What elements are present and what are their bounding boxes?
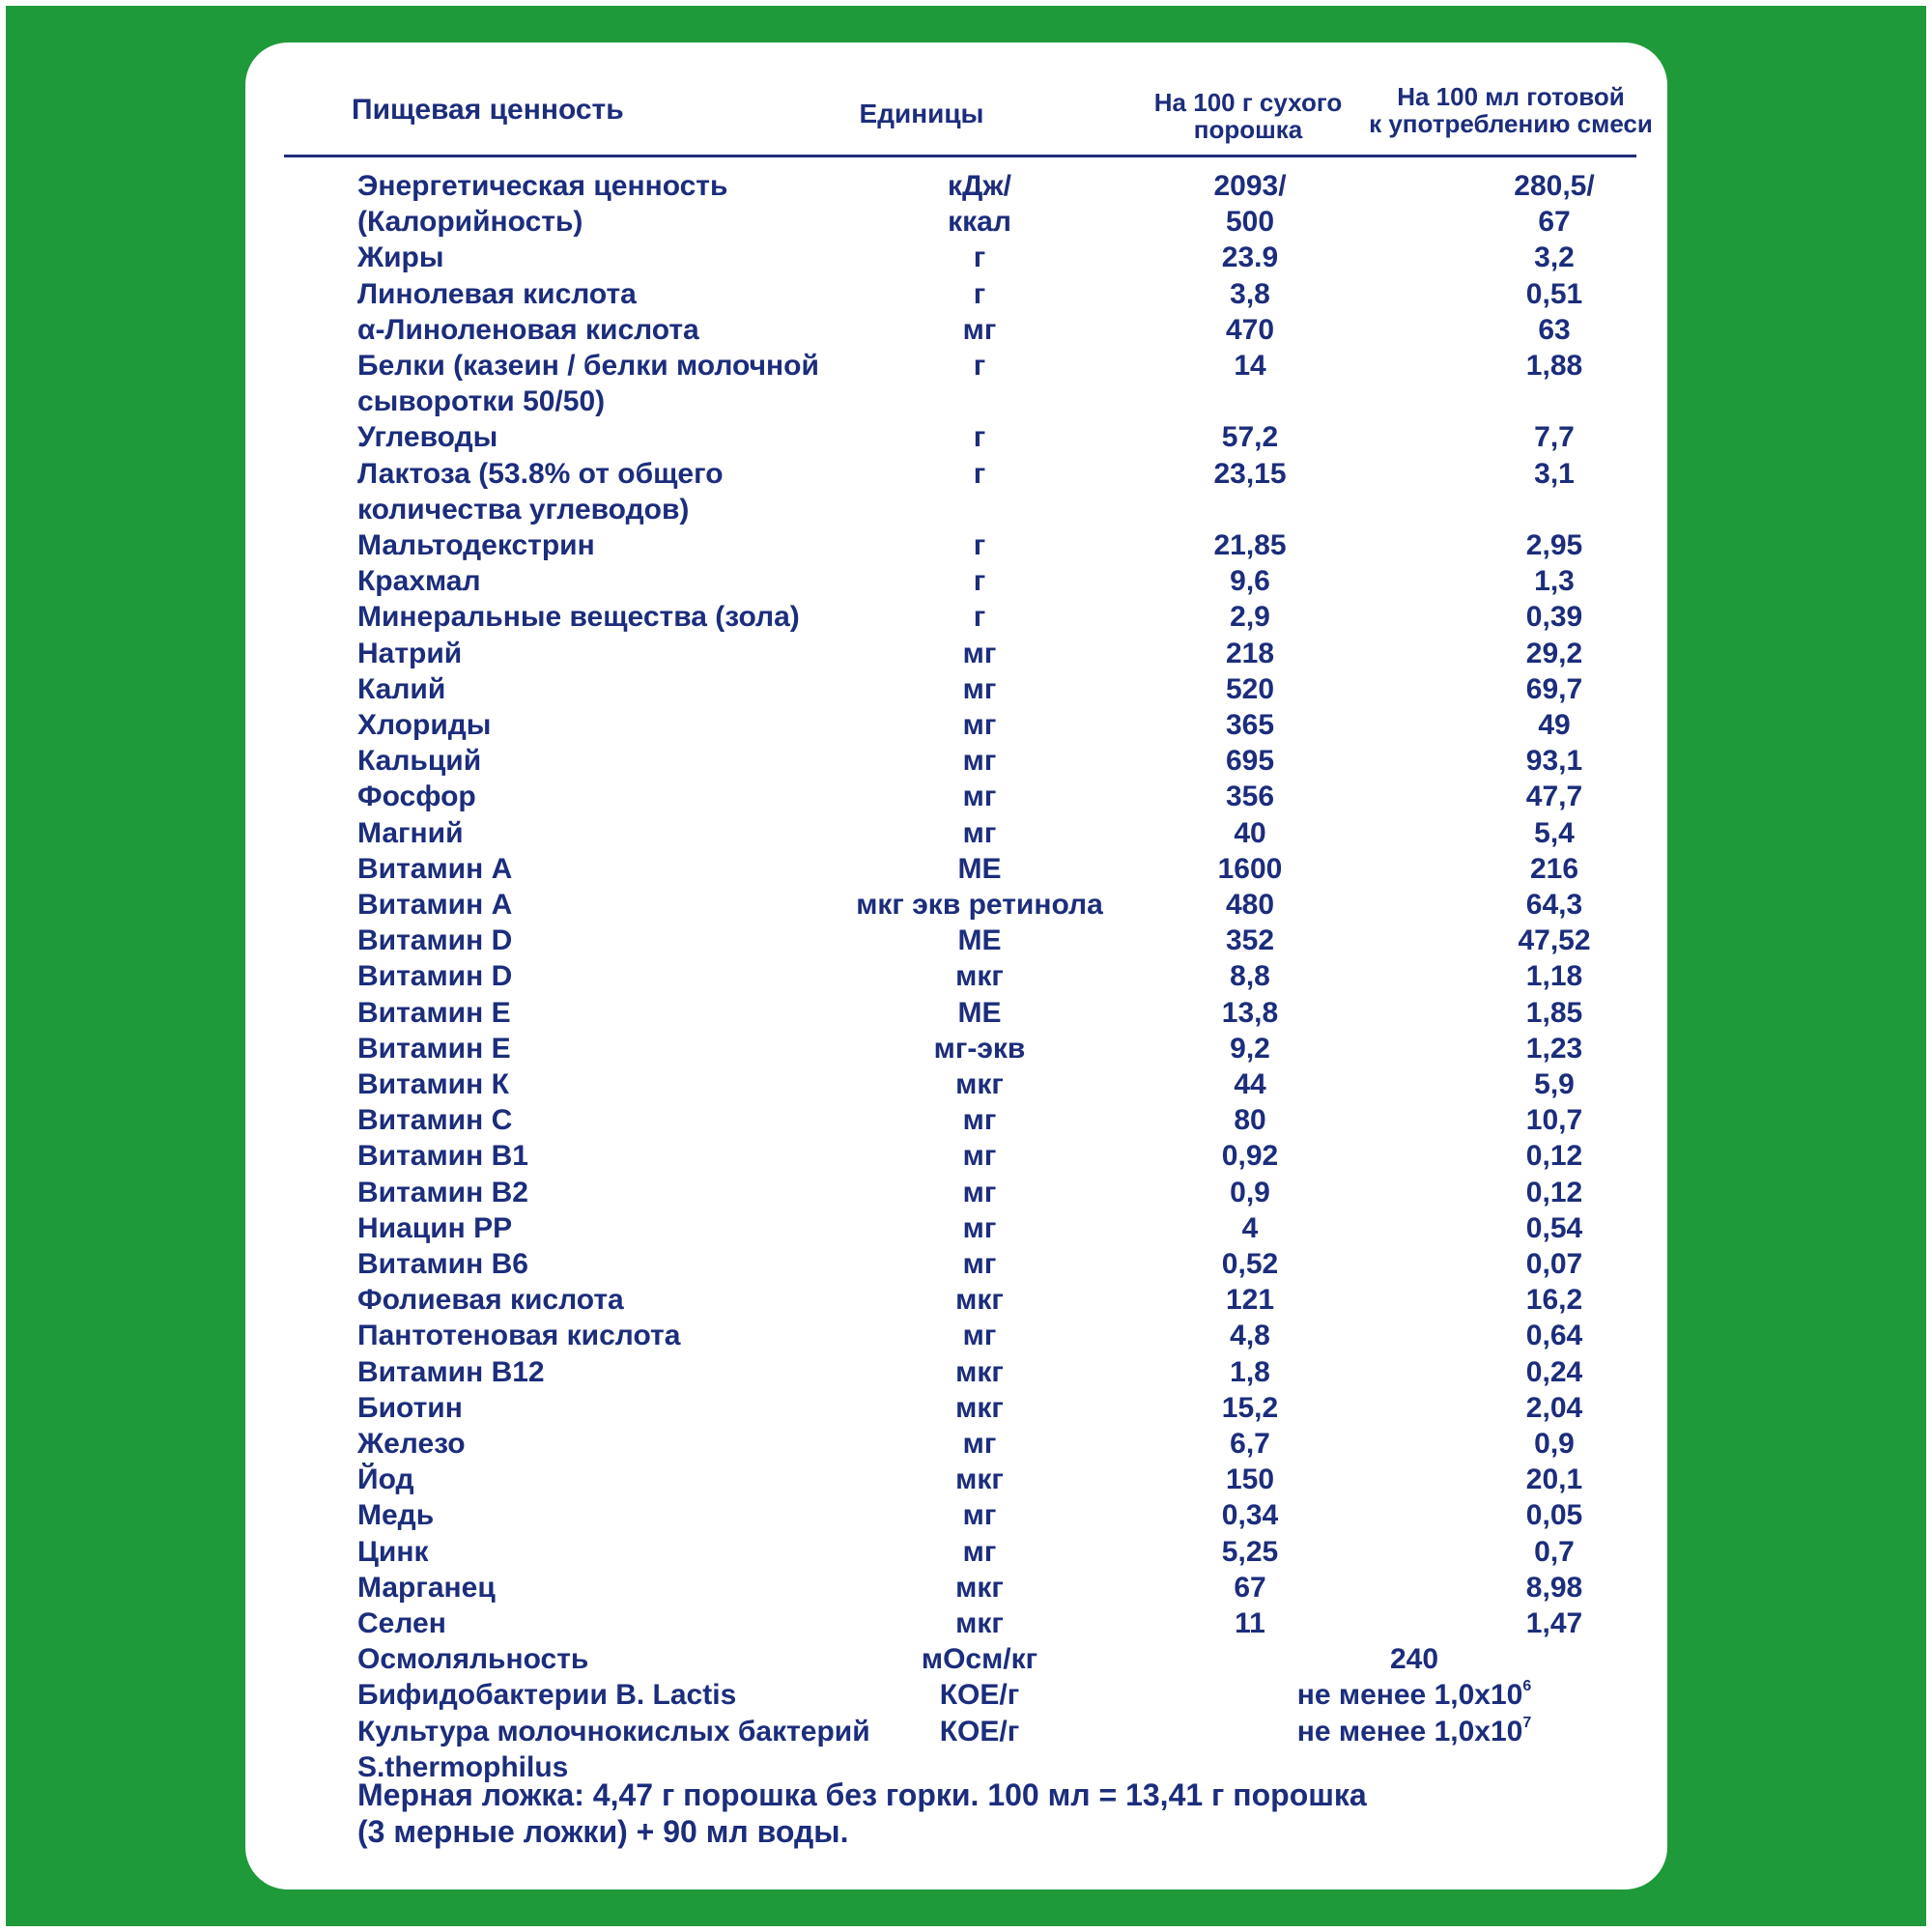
nutrient-unit: г (973, 565, 986, 598)
nutrient-name: Витамин В6 (357, 1248, 528, 1280)
value-per-100g-powder: 4,8 (1230, 1320, 1270, 1352)
table-row (245, 204, 1667, 240)
table-row (245, 1354, 1667, 1390)
nutrient-name: Железо (357, 1428, 466, 1460)
value-per-100g-powder: 470 (1225, 313, 1275, 346)
table-row (245, 958, 1667, 994)
nutrient-name: Витамин А (357, 889, 513, 921)
value-per-100ml-ready: 1,88 (1525, 350, 1583, 382)
nutrient-name: сыворотки 50/50) (357, 385, 606, 418)
nutrient-unit: мг (962, 709, 997, 741)
table-row (245, 563, 1667, 599)
value-per-100ml-ready: 5,9 (1534, 1068, 1575, 1100)
nutrient-name: количества углеводов) (357, 493, 690, 526)
value-per-100ml-ready: 1,47 (1525, 1607, 1583, 1639)
table-row (245, 1641, 1667, 1677)
footer-note (357, 1776, 1613, 1850)
green-frame (6, 6, 1926, 1926)
table-row (245, 312, 1667, 348)
table-row (245, 1534, 1667, 1570)
value-per-100ml-ready: 47,52 (1518, 924, 1591, 957)
value-per-100ml-ready: 63 (1538, 313, 1571, 346)
nutrient-name: Калий (357, 672, 446, 705)
nutrient-unit: мкг (955, 1068, 1004, 1100)
nutrient-unit: мОсм/кг (921, 1643, 1038, 1676)
nutrient-name: Витамин Е (357, 996, 511, 1029)
nutrient-name: Селен (357, 1607, 446, 1639)
nutrient-unit: г (973, 350, 986, 382)
nutrient-unit: мг (962, 637, 997, 669)
nutrient-name: Фосфор (357, 781, 476, 813)
nutrient-name: Хлориды (357, 709, 492, 741)
value-per-100ml-ready: 29,2 (1525, 637, 1583, 669)
value-per-100g-powder: 0,52 (1221, 1248, 1279, 1280)
value-per-100ml-ready: 0,05 (1525, 1499, 1583, 1532)
value-per-100g-powder: 57,2 (1221, 421, 1279, 454)
value-per-100ml-ready: 93,1 (1525, 745, 1583, 778)
table-row (245, 671, 1667, 707)
value-per-100ml-ready: 0,39 (1525, 601, 1583, 634)
value-per-100g-powder: 14 (1234, 350, 1266, 382)
nutrient-name: Витамин D (357, 924, 513, 957)
value-per-100ml-ready: 49 (1538, 709, 1571, 741)
table-row (245, 1138, 1667, 1174)
merged-value (1211, 1677, 1617, 1713)
nutrient-name: Углеводы (357, 421, 498, 454)
value-per-100ml-ready: 3,1 (1534, 457, 1575, 490)
table-row (245, 1462, 1667, 1497)
nutrient-unit: мг (962, 1499, 997, 1532)
exponent: 6 (1522, 1678, 1532, 1695)
nutrient-name: Цинк (357, 1535, 429, 1568)
value-per-100ml-ready: 0,51 (1525, 277, 1583, 310)
table-row (245, 527, 1667, 563)
nutrient-unit: кДж/ (948, 170, 1011, 202)
header-ready-line2: к употреблению смеси (1369, 109, 1653, 138)
nutrient-unit: мкг (955, 960, 1004, 993)
value-per-100g-powder: 6,7 (1230, 1428, 1270, 1460)
nutrient-unit: МЕ (957, 924, 1002, 957)
value-per-100g-powder: 5,25 (1221, 1535, 1279, 1568)
value-per-100g-powder: 13,8 (1221, 996, 1279, 1029)
nutrient-name: Фолиевая кислота (357, 1284, 624, 1317)
nutrient-name: (Калорийность) (357, 206, 583, 239)
table-row (245, 995, 1667, 1031)
value-per-100g-powder: 2,9 (1230, 601, 1270, 634)
table-row (245, 1426, 1667, 1462)
table-row (245, 1246, 1667, 1282)
table-row (245, 1031, 1667, 1066)
value-per-100ml-ready: 69,7 (1525, 672, 1583, 705)
value-per-100ml-ready: 2,04 (1525, 1391, 1583, 1424)
value-per-100g-powder: 23.9 (1221, 242, 1279, 274)
value-per-100ml-ready: 0,9 (1534, 1428, 1575, 1460)
table-row (245, 1570, 1667, 1605)
table-row (245, 815, 1667, 851)
nutrient-name: Жиры (357, 242, 444, 274)
value-per-100ml-ready: 0,64 (1525, 1320, 1583, 1352)
nutrient-unit: МЕ (957, 852, 1002, 885)
table-header (245, 43, 1667, 158)
nutrient-name: Витамин В2 (357, 1176, 528, 1208)
table-row (245, 1210, 1667, 1246)
nutrient-name: Витамин К (357, 1068, 509, 1100)
nutrient-unit: мг (962, 1104, 997, 1137)
value-per-100g-powder: 67 (1234, 1571, 1266, 1604)
nutrient-name: Марганец (357, 1571, 496, 1604)
table-row (245, 1282, 1667, 1318)
table-row (245, 348, 1667, 384)
value-per-100g-powder: 9,2 (1230, 1032, 1270, 1065)
header-divider (284, 155, 1636, 157)
nutrient-unit: мг (962, 313, 997, 346)
value-per-100g-powder: 520 (1225, 672, 1275, 705)
table-row (245, 887, 1667, 923)
value-per-100ml-ready: 47,7 (1525, 781, 1583, 813)
value-per-100g-powder: 1,8 (1230, 1355, 1270, 1388)
value-per-100g-powder: 121 (1225, 1284, 1275, 1317)
table-row (245, 1175, 1667, 1210)
value-per-100g-powder: 0,34 (1221, 1499, 1279, 1532)
nutrient-unit: мг (962, 1248, 997, 1280)
table-row (245, 707, 1667, 743)
value-per-100g-powder: 352 (1225, 924, 1275, 957)
value-per-100g-powder: 695 (1225, 745, 1275, 778)
value-per-100g-powder: 21,85 (1213, 529, 1287, 561)
value-per-100g-powder: 80 (1234, 1104, 1266, 1137)
nutrient-unit: мкг (955, 1607, 1004, 1639)
value-per-100ml-ready: 1,23 (1525, 1032, 1583, 1065)
value-per-100ml-ready: 216 (1529, 852, 1579, 885)
nutrient-unit: мг-экв (933, 1032, 1026, 1065)
value-per-100ml-ready: 5,4 (1534, 816, 1575, 849)
table-row (245, 276, 1667, 312)
table-row (245, 599, 1667, 635)
table-row (245, 456, 1667, 492)
nutrient-unit: мг (962, 672, 997, 705)
nutrient-unit: ккал (948, 206, 1011, 239)
header-unit: Единицы (859, 99, 984, 128)
value-per-100g-powder: 44 (1234, 1068, 1266, 1100)
nutrient-unit: мкг (955, 1463, 1004, 1496)
table-row (245, 851, 1667, 887)
nutrient-unit: мкг (955, 1571, 1004, 1604)
value-per-100g-powder: 15,2 (1221, 1391, 1279, 1424)
table-row (245, 1318, 1667, 1353)
table-row (245, 1605, 1667, 1641)
table-row (245, 636, 1667, 671)
header-dry (1132, 89, 1364, 143)
value-per-100ml-ready: 10,7 (1525, 1104, 1583, 1137)
nutrient-unit: мг (962, 1176, 997, 1208)
nutrient-unit: МЕ (957, 996, 1002, 1029)
value-per-100ml-ready: 0,12 (1525, 1140, 1583, 1173)
value-per-100ml-ready: 280,5/ (1514, 170, 1595, 202)
nutrient-name: Медь (357, 1499, 435, 1532)
header-ready-line1: На 100 мл готовой (1397, 82, 1625, 111)
table-row (245, 168, 1667, 204)
nutrient-unit: мг (962, 816, 997, 849)
value-per-100ml-ready: 0,7 (1534, 1535, 1575, 1568)
nutrient-name: Витамин В1 (357, 1140, 528, 1173)
nutrient-name: Витамин А (357, 852, 513, 885)
value-per-100g-powder: 11 (1235, 1607, 1265, 1639)
value-per-100g-powder: 365 (1225, 709, 1275, 741)
table-row (245, 1714, 1667, 1749)
nutrient-name: S.thermophilus (357, 1750, 569, 1783)
nutrient-unit: г (973, 242, 986, 274)
value-per-100ml-ready: 0,12 (1525, 1176, 1583, 1208)
merged-value (1211, 1641, 1617, 1677)
table-row (245, 1677, 1667, 1713)
table-row (245, 1102, 1667, 1138)
nutrient-name: Минеральные вещества (зола) (357, 601, 800, 634)
nutrient-name: Культура молочнокислых бактерий (357, 1715, 870, 1747)
table-row (245, 779, 1667, 814)
value-per-100ml-ready: 8,98 (1525, 1571, 1583, 1604)
nutrient-unit: мг (962, 781, 997, 813)
nutrient-name: Натрий (357, 637, 463, 669)
nutrient-unit: г (973, 601, 986, 634)
value-per-100ml-ready: 2,95 (1525, 529, 1583, 561)
nutrient-unit: мг (962, 1428, 997, 1460)
value-per-100g-powder: 9,6 (1230, 565, 1270, 598)
value-per-100g-powder: 150 (1225, 1463, 1275, 1496)
merged-value-text: не менее 1,0х10 (1296, 1715, 1523, 1747)
value-per-100ml-ready: 1,85 (1525, 996, 1583, 1029)
nutrient-name: Крахмал (357, 565, 481, 598)
nutrient-name: Бифидобактерии B. Lactis (357, 1679, 737, 1712)
value-per-100g-powder: 500 (1225, 206, 1275, 239)
value-per-100ml-ready: 7,7 (1534, 421, 1575, 454)
nutrient-unit: мг (962, 1535, 997, 1568)
nutrient-unit: мг (962, 1140, 997, 1173)
nutrient-unit: г (973, 277, 986, 310)
footer-line1: Мерная ложка: 4,47 г порошка без горки. 100 мл = 13,41 г порошка (357, 1777, 1367, 1812)
value-per-100g-powder: 23,15 (1213, 457, 1287, 490)
nutrient-name: Витамин С (357, 1104, 513, 1137)
nutrient-name: Осмоляльность (357, 1643, 589, 1676)
value-per-100ml-ready: 16,2 (1525, 1284, 1583, 1317)
value-per-100g-powder: 3,8 (1230, 277, 1270, 310)
table-row (245, 384, 1667, 419)
value-per-100g-powder: 218 (1225, 637, 1275, 669)
table-row (245, 1066, 1667, 1102)
merged-value (1211, 1714, 1617, 1749)
nutrient-unit: КОЕ/г (939, 1715, 1020, 1747)
value-per-100ml-ready: 20,1 (1525, 1463, 1583, 1496)
value-per-100ml-ready: 67 (1538, 206, 1571, 239)
merged-value-text: 240 (1389, 1643, 1439, 1676)
table-row (245, 492, 1667, 527)
nutrient-name: Витамин D (357, 960, 513, 993)
nutrient-name: Лактоза (53.8% от общего (357, 457, 724, 490)
header-dry-line2: порошка (1193, 115, 1303, 144)
value-per-100ml-ready: 1,18 (1525, 960, 1583, 993)
value-per-100ml-ready: 3,2 (1534, 242, 1575, 274)
value-per-100ml-ready: 64,3 (1525, 889, 1583, 921)
nutrition-panel (245, 43, 1667, 1889)
nutrient-unit: КОЕ/г (939, 1679, 1020, 1712)
nutrient-name: Мальтодекстрин (357, 529, 595, 561)
nutrient-unit: мкг (955, 1391, 1004, 1424)
nutrient-unit: мг (962, 1211, 997, 1244)
value-per-100g-powder: 0,9 (1230, 1176, 1270, 1208)
table-row (245, 743, 1667, 779)
nutrient-unit: мкг (955, 1355, 1004, 1388)
nutrient-name: Белки (казеин / белки молочной (357, 350, 819, 382)
value-per-100g-powder: 1600 (1217, 852, 1283, 885)
nutrient-unit: г (973, 529, 986, 561)
nutrient-name: Витамин Е (357, 1032, 511, 1065)
table-row (245, 1390, 1667, 1426)
exponent: 7 (1522, 1714, 1532, 1731)
nutrient-name: Пантотеновая кислота (357, 1320, 681, 1352)
nutrient-name: Витамин В12 (357, 1355, 545, 1388)
footer-line2: (3 мерные ложки) + 90 мл воды. (357, 1814, 849, 1849)
value-per-100g-powder: 0,92 (1221, 1140, 1279, 1173)
merged-value-text: не менее 1,0х10 (1296, 1679, 1523, 1712)
value-per-100ml-ready: 0,24 (1525, 1355, 1583, 1388)
nutrient-unit: мг (962, 745, 997, 778)
value-per-100g-powder: 2093/ (1213, 170, 1287, 202)
header-dry-line1: На 100 г сухого (1153, 88, 1343, 117)
value-per-100g-powder: 4 (1241, 1211, 1259, 1244)
nutrient-name: Кальций (357, 745, 482, 778)
table-row (245, 1497, 1667, 1533)
header-name: Пищевая ценность (352, 94, 624, 126)
nutrient-name: Энергетическая ценность (357, 170, 728, 202)
nutrient-unit: мг (962, 1320, 997, 1352)
header-ready (1366, 83, 1656, 137)
nutrient-unit: мкг экв ретинола (856, 889, 1103, 921)
nutrient-unit: г (973, 457, 986, 490)
nutrient-unit: мкг (955, 1284, 1004, 1317)
table-row (245, 419, 1667, 455)
nutrient-unit: г (973, 421, 986, 454)
nutrient-name: Ниацин РР (357, 1211, 513, 1244)
table-row (245, 240, 1667, 275)
nutrient-name: Йод (357, 1463, 414, 1496)
value-per-100ml-ready: 1,3 (1534, 565, 1575, 598)
nutrient-name: Линолевая кислота (357, 277, 637, 310)
value-per-100ml-ready: 0,54 (1525, 1211, 1583, 1244)
nutrient-name: Магний (357, 816, 464, 849)
value-per-100g-powder: 480 (1225, 889, 1275, 921)
value-per-100ml-ready: 0,07 (1525, 1248, 1583, 1280)
value-per-100g-powder: 356 (1225, 781, 1275, 813)
value-per-100g-powder: 8,8 (1230, 960, 1270, 993)
table-row (245, 923, 1667, 958)
nutrient-name: α-Линоленовая кислота (357, 313, 699, 346)
nutrient-name: Биотин (357, 1391, 463, 1424)
value-per-100g-powder: 40 (1234, 816, 1266, 849)
